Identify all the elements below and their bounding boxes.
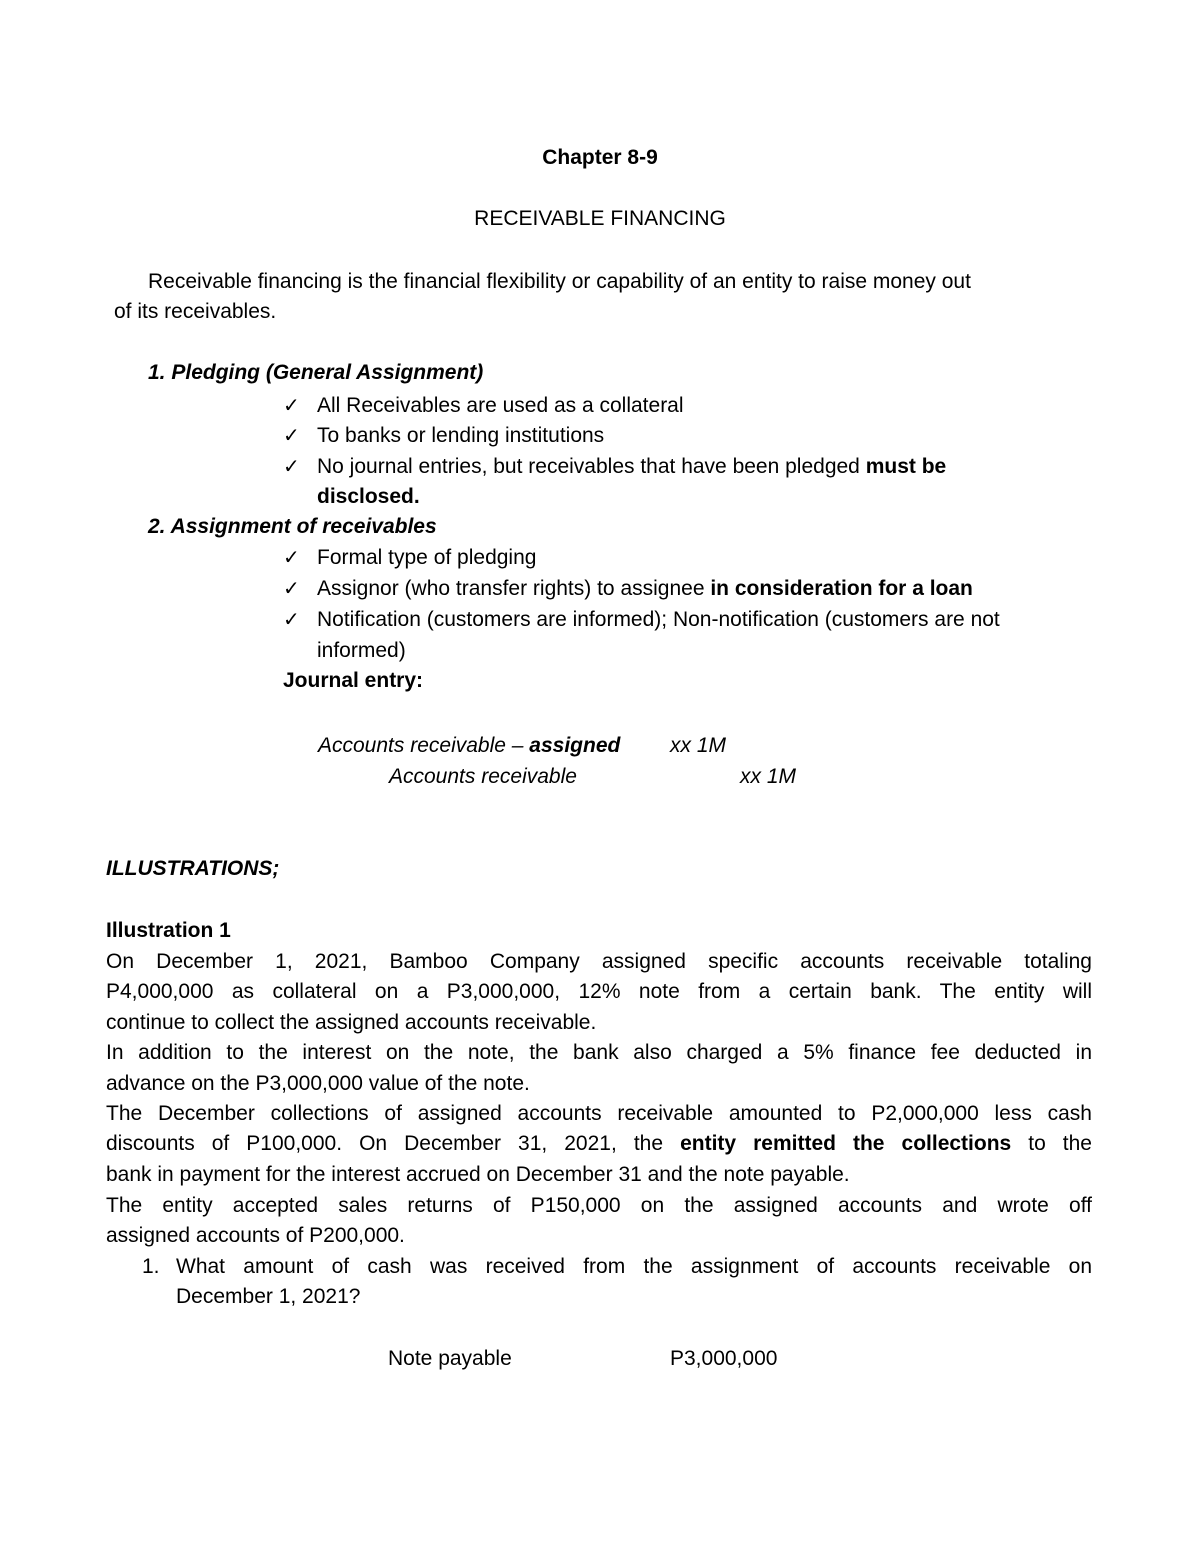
section-1-bullet-1: All Receivables are used as a collateral: [317, 394, 684, 417]
illustration-1-heading: Illustration 1: [106, 919, 231, 942]
illustration-1-paragraph-3-text-a: discounts of P100,000. On December 31, 2021, the: [106, 1132, 681, 1155]
section-2-bullet-2-emphasis: in consideration for a loan: [710, 577, 973, 600]
section-2-bullet-1: Formal type of pledging: [317, 546, 537, 569]
check-icon: ✓: [283, 393, 300, 417]
journal-entry-label: Journal entry:: [283, 669, 424, 692]
section-1-bullet-2: To banks or lending institutions: [317, 424, 605, 447]
question-1-line-1: What amount of cash was received from the assignment of accounts receivable on: [176, 1255, 1092, 1278]
illustration-1-paragraph-3-line-1: The December collections of assigned accounts receivable amounted to P2,000,000 less cash: [106, 1102, 1092, 1125]
illustration-1-paragraph-3-line-2: [106, 1133, 1092, 1154]
journal-entry-credit-amount: xx 1M: [740, 765, 797, 788]
journal-entry-credit-account: Accounts receivable: [389, 765, 577, 788]
illustration-1-paragraph-1-line-3: continue to collect the assigned accounts receivable.: [106, 1011, 597, 1034]
section-2-bullet-3-continuation: informed): [317, 639, 406, 662]
illustration-1-paragraph-1-line-2: P4,000,000 as collateral on a P3,000,000, 12% note from a certain bank. The entity will: [106, 980, 1092, 1003]
illustrations-heading: ILLUSTRATIONS;: [106, 857, 280, 880]
journal-entry-debit: [318, 735, 620, 756]
intro-line-1: Receivable financing is the financial flexibility or capability of an entity to raise money out: [148, 270, 971, 293]
section-2-bullet-3: Notification (customers are informed); Non-notification (customers are not: [317, 608, 1000, 631]
illustration-1-paragraph-3-text-c: to the: [1011, 1132, 1092, 1155]
section-1-heading: 1. Pledging (General Assignment): [148, 361, 484, 384]
document-title: RECEIVABLE FINANCING: [474, 207, 726, 230]
section-1-bullet-3: [317, 456, 946, 477]
question-1-line-2: December 1, 2021?: [176, 1285, 361, 1308]
journal-entry-debit-account: Accounts receivable –: [318, 734, 530, 757]
check-icon: ✓: [283, 576, 300, 600]
illustration-1-paragraph-3-line-3: bank in payment for the interest accrued on December 31 and the note payable.: [106, 1163, 850, 1186]
illustration-1-paragraph-4-line-1: The entity accepted sales returns of P150,000 on the assigned accounts and wrote off: [106, 1194, 1092, 1217]
section-1-bullet-3-emphasis: must be: [865, 455, 947, 478]
illustration-1-paragraph-4-line-2: assigned accounts of P200,000.: [106, 1224, 405, 1247]
question-1-number: 1.: [142, 1255, 160, 1278]
section-1-bullet-3-text: No journal entries, but receivables that have been pledged: [317, 455, 866, 478]
section-2-bullet-2-text: Assignor (who transfer rights) to assignee: [317, 577, 711, 600]
check-icon: ✓: [283, 607, 300, 631]
journal-entry-debit-amount: xx 1M: [670, 734, 727, 757]
illustration-1-paragraph-1-line-1: On December 1, 2021, Bamboo Company assigned specific accounts receivable totaling: [106, 950, 1092, 973]
answer-label: Note payable: [388, 1347, 512, 1370]
illustration-1-paragraph-2-line-2: advance on the P3,000,000 value of the note.: [106, 1072, 530, 1095]
answer-value: P3,000,000: [670, 1347, 778, 1370]
chapter-title: Chapter 8-9: [542, 146, 658, 169]
check-icon: ✓: [283, 545, 300, 569]
illustration-1-paragraph-2-line-1: In addition to the interest on the note, the bank also charged a 5% finance fee deducted in: [106, 1041, 1092, 1064]
section-2-heading: 2. Assignment of receivables: [148, 515, 437, 538]
check-icon: ✓: [283, 423, 300, 447]
check-icon: ✓: [283, 454, 300, 478]
intro-line-2: of its receivables.: [114, 300, 277, 323]
illustration-1-paragraph-3-emphasis: entity remitted the collections: [680, 1132, 1012, 1155]
section-2-bullet-2: [317, 578, 973, 599]
journal-entry-debit-emphasis: assigned: [529, 734, 621, 757]
section-1-bullet-3-continuation: disclosed.: [317, 485, 420, 508]
